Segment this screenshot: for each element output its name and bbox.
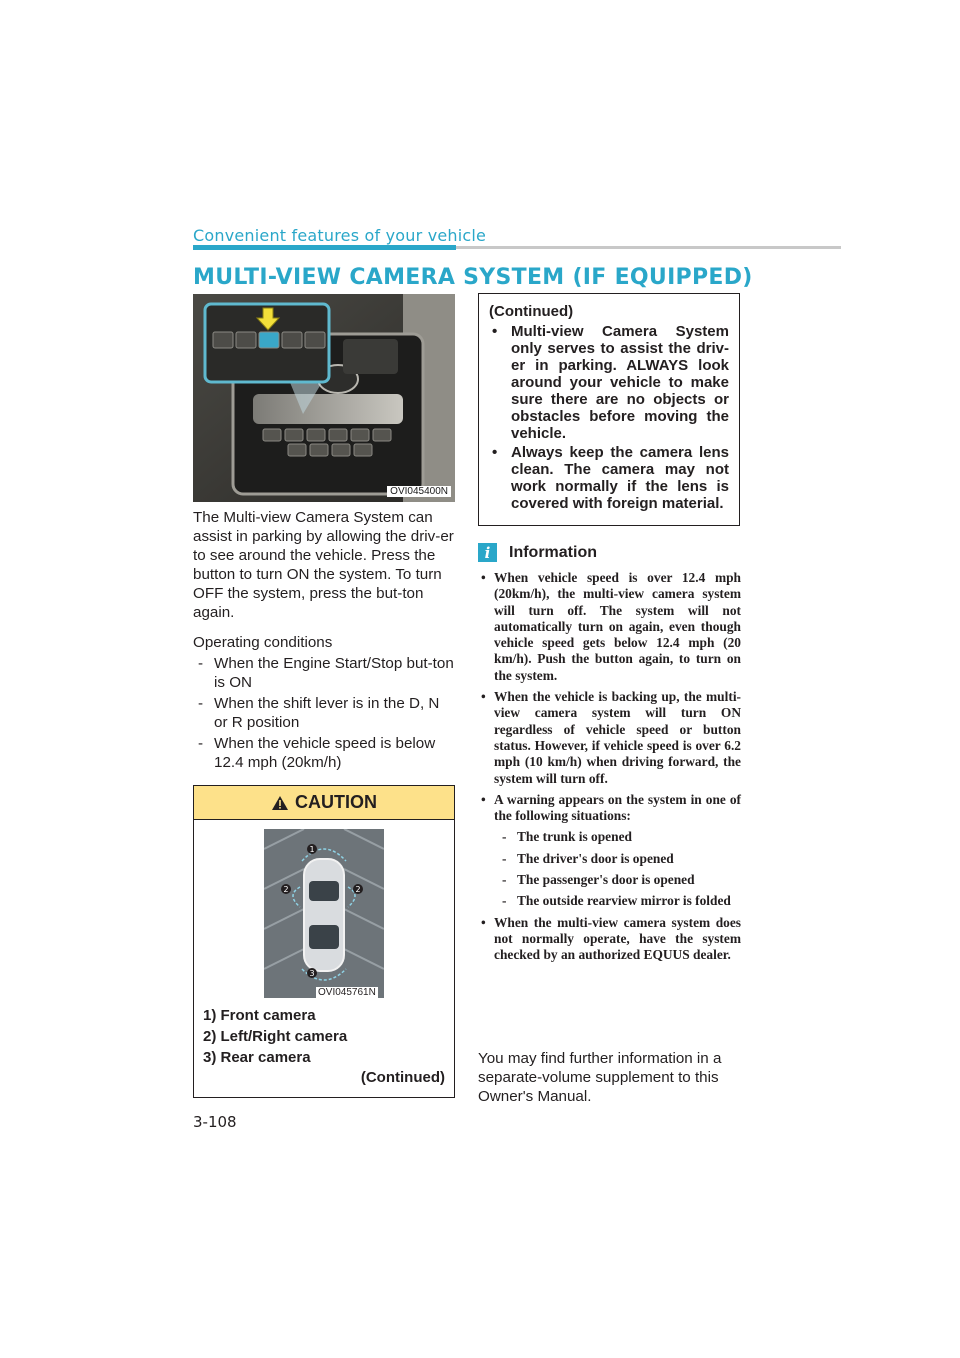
list-item: 2) Left/Right camera: [203, 1028, 348, 1045]
list-item: - When the Engine Start/Stop but-ton is ON: [193, 654, 455, 692]
header-rule-accent: [193, 245, 456, 250]
camera-diagram: [264, 829, 384, 998]
console-illustration: [193, 294, 455, 502]
list-item-text: A warning appears on the system in one of the following situations:: [494, 791, 741, 824]
list-item: • When vehicle speed is over 12.4 mph (20km/h), the multi-view camera system will turn off. The system will not automatically turn on again, even though vehicle speed gets below 12.4 mph (20 km/h). Push the button again, to turn on the system.: [478, 570, 741, 684]
information-header: [478, 543, 597, 562]
list-item: 3) Rear camera: [203, 1049, 311, 1066]
page-title: MULTI-VIEW CAMERA SYSTEM (IF EQUIPPED): [193, 265, 753, 290]
list-item: [478, 792, 741, 910]
svg-text:1: 1: [309, 845, 315, 854]
caution-banner: [194, 786, 454, 820]
caution-box: [193, 785, 455, 1098]
page-number: 3-108: [193, 1113, 237, 1131]
sub-list-item: - The trunk is opened: [494, 829, 741, 845]
supplement-note: You may find further information in a separate-volume supplement to this Owner's Manual.: [478, 1050, 722, 1105]
continued-label: (Continued): [360, 1069, 445, 1086]
operating-conditions-list: [193, 654, 455, 774]
intro-paragraph: The Multi-view Camera System can assist in parking by allowing the driv-er to see around the vehicle. Press the button to turn ON the system. To turn OFF the system, press the but-ton again.: [193, 509, 454, 621]
info-icon: i: [478, 543, 497, 562]
list-item: • Always keep the camera lens clean. The camera may not work normally if the lens is covered with foreign material.: [489, 444, 729, 512]
list-item: • When the vehicle is backing up, the multi-view camera system will turn ON regardless of vehicle speed or button status. However, if vehicle speed is over 6.2 mph (10 km/h) when driving forward, the system will turn off.: [478, 689, 741, 787]
svg-text:2: 2: [283, 885, 289, 894]
console-photo: [193, 294, 455, 502]
continued-title: (Continued): [489, 303, 574, 320]
list-item: • Multi-view Camera System only serves to assist the driv-er in parking. ALWAYS look around your vehicle to make sure there are no objects or obstacles before moving the vehicle.: [489, 323, 729, 442]
operating-conditions-title: Operating conditions: [193, 634, 333, 651]
svg-text:2: 2: [355, 885, 361, 894]
caution-label: CAUTION: [295, 792, 377, 812]
list-item: - When the vehicle speed is below 12.4 mph (20km/h): [193, 734, 455, 772]
image-code: OVI045400N: [387, 486, 451, 497]
svg-text:3: 3: [309, 969, 315, 978]
image-code: OVI045761N: [318, 987, 376, 998]
list-item: 1) Front camera: [203, 1007, 316, 1024]
warning-icon: [271, 795, 289, 811]
section-header: Convenient features of your vehicle: [193, 226, 487, 245]
information-title: Information: [509, 543, 597, 561]
sub-list-item: - The driver's door is opened: [494, 851, 741, 867]
list-item: • When the multi-view camera system does not normally operate, have the system checked by an authorized EQUUS dealer.: [478, 915, 741, 964]
continued-caution-list: [489, 323, 729, 512]
camera-label-list: [203, 1005, 347, 1068]
sub-list-item: - The passenger's door is opened: [494, 872, 741, 888]
car-top-view-illustration: [264, 829, 384, 998]
situation-list: [494, 829, 741, 909]
list-item: - When the shift lever is in the D, N or R position: [193, 694, 455, 732]
continued-caution-box: [478, 293, 740, 526]
sub-list-item: - The outside rearview mirror is folded: [494, 893, 741, 909]
information-list: [478, 570, 741, 969]
